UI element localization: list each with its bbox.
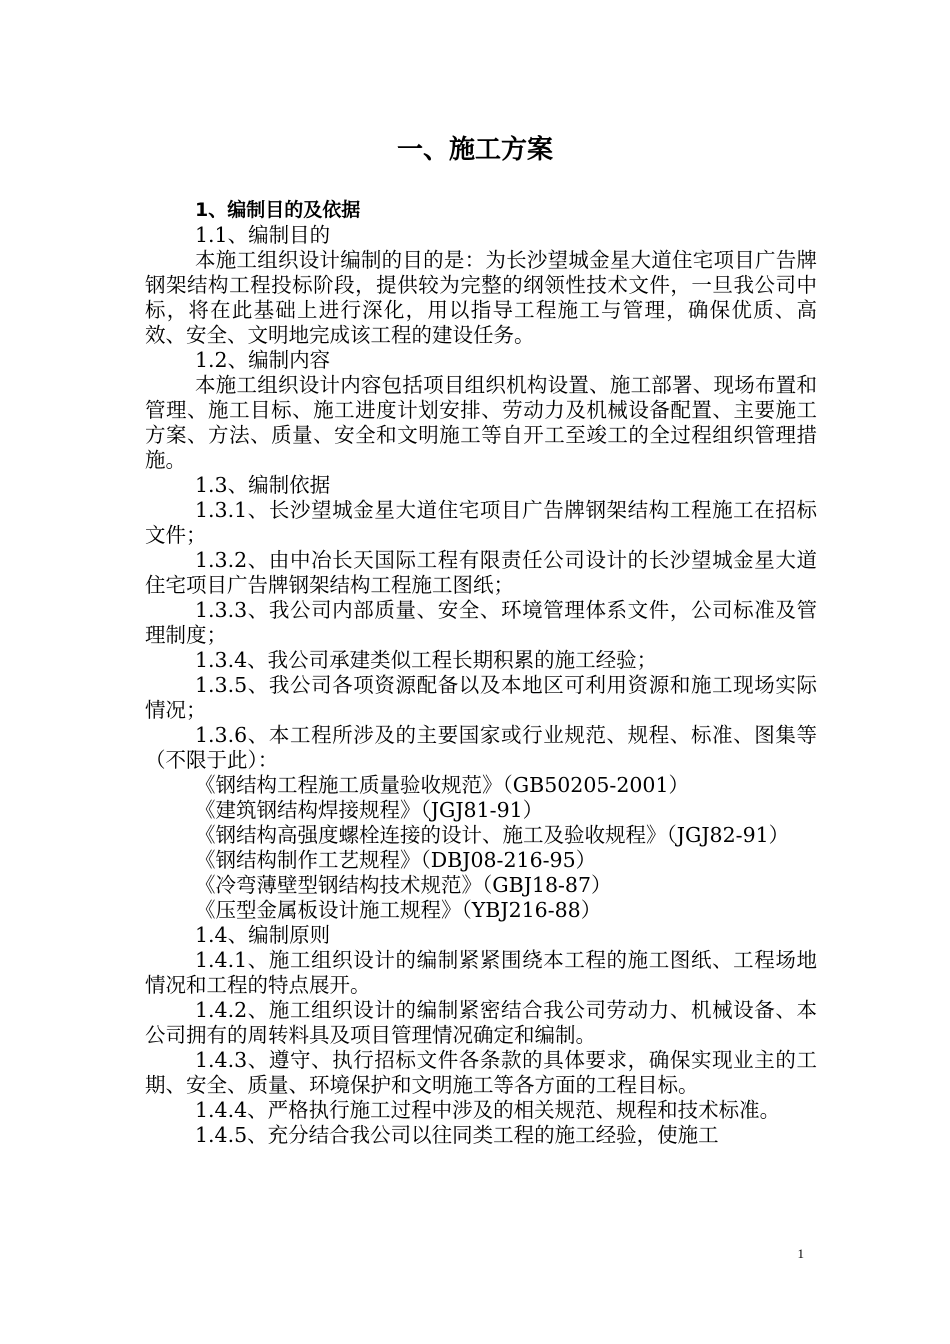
standard-item: 《建筑钢结构焊接规程》（JGJ81-91） (195, 798, 544, 822)
paragraph: 1.4.3、遵守、执行招标文件各条款的具体要求，确保实现业主的工期、安全、质量、环境保护和文明施工等各方面的工程目标。 (145, 1048, 817, 1097)
standard-item: 《冷弯薄壁型钢结构技术规范》（GBJ18-87） (195, 873, 612, 897)
paragraph: 本施工组织设计编制的目的是：为长沙望城金星大道住宅项目广告牌钢架结构工程投标阶段，提供较为完整的纲领性技术文件，一旦我公司中标，将在此基础上进行深化，用以指导工程施工与管理，确保优质、高效、安全、文明地完成该工程的建设任务。 (145, 248, 817, 347)
standard-item: 《钢结构高强度螺栓连接的设计、施工及验收规程》（JGJ82-91） (195, 823, 790, 847)
standard-item: 《钢结构工程施工质量验收规范》（GB50205-2001） (195, 773, 690, 797)
paragraph: 1.4.5、充分结合我公司以往同类工程的施工经验，使施工 (195, 1123, 719, 1147)
paragraph: 1.3.2、由中冶长天国际工程有限责任公司设计的长沙望城金星大道住宅项目广告牌钢架结构工程施工图纸； (145, 548, 817, 597)
standard-item: 《压型金属板设计施工规程》（YBJ216-88） (195, 898, 602, 922)
paragraph: 1.4.1、施工组织设计的编制紧紧围绕本工程的施工图纸、工程场地情况和工程的特点展开。 (145, 948, 817, 997)
section-heading: 1、编制目的及依据 (195, 199, 361, 221)
paragraph: 1.3.1、长沙望城金星大道住宅项目广告牌钢架结构工程施工在招标文件； (145, 498, 817, 547)
paragraph: 1.4.2、施工组织设计的编制紧密结合我公司劳动力、机械设备、本公司拥有的周转料具及项目管理情况确定和编制。 (145, 998, 817, 1047)
paragraph: 1.3.5、我公司各项资源配备以及本地区可利用资源和施工现场实际情况； (145, 673, 817, 722)
paragraph: 1.3.6、本工程所涉及的主要国家或行业规范、规程、标准、图集等（不限于此）： (145, 723, 817, 772)
paragraph: 1.3.3、我公司内部质量、安全、环境管理体系文件，公司标准及管理制度； (145, 598, 817, 647)
subsection-heading: 1.1、编制目的 (195, 223, 331, 247)
subsection-heading: 1.3、编制依据 (195, 473, 331, 497)
subsection-heading: 1.4、编制原则 (195, 923, 331, 947)
subsection-heading: 1.2、编制内容 (195, 348, 331, 372)
standard-item: 《钢结构制作工艺规程》（DBJ08-216-95） (195, 848, 597, 872)
paragraph: 本施工组织设计内容包括项目组织机构设置、施工部署、现场布置和管理、施工目标、施工进度计划安排、劳动力及机械设备配置、主要施工方案、方法、质量、安全和文明施工等自开工至竣工的全过程组织管理措施。 (145, 373, 817, 472)
paragraph: 1.4.4、严格执行施工过程中涉及的相关规范、规程和技术标准。 (195, 1098, 781, 1122)
paragraph: 1.3.4、我公司承建类似工程长期积累的施工经验； (195, 648, 658, 672)
document-body (145, 198, 817, 1148)
page-title: 一、施工方案 (396, 135, 553, 165)
page-number: 1 (797, 1246, 804, 1261)
